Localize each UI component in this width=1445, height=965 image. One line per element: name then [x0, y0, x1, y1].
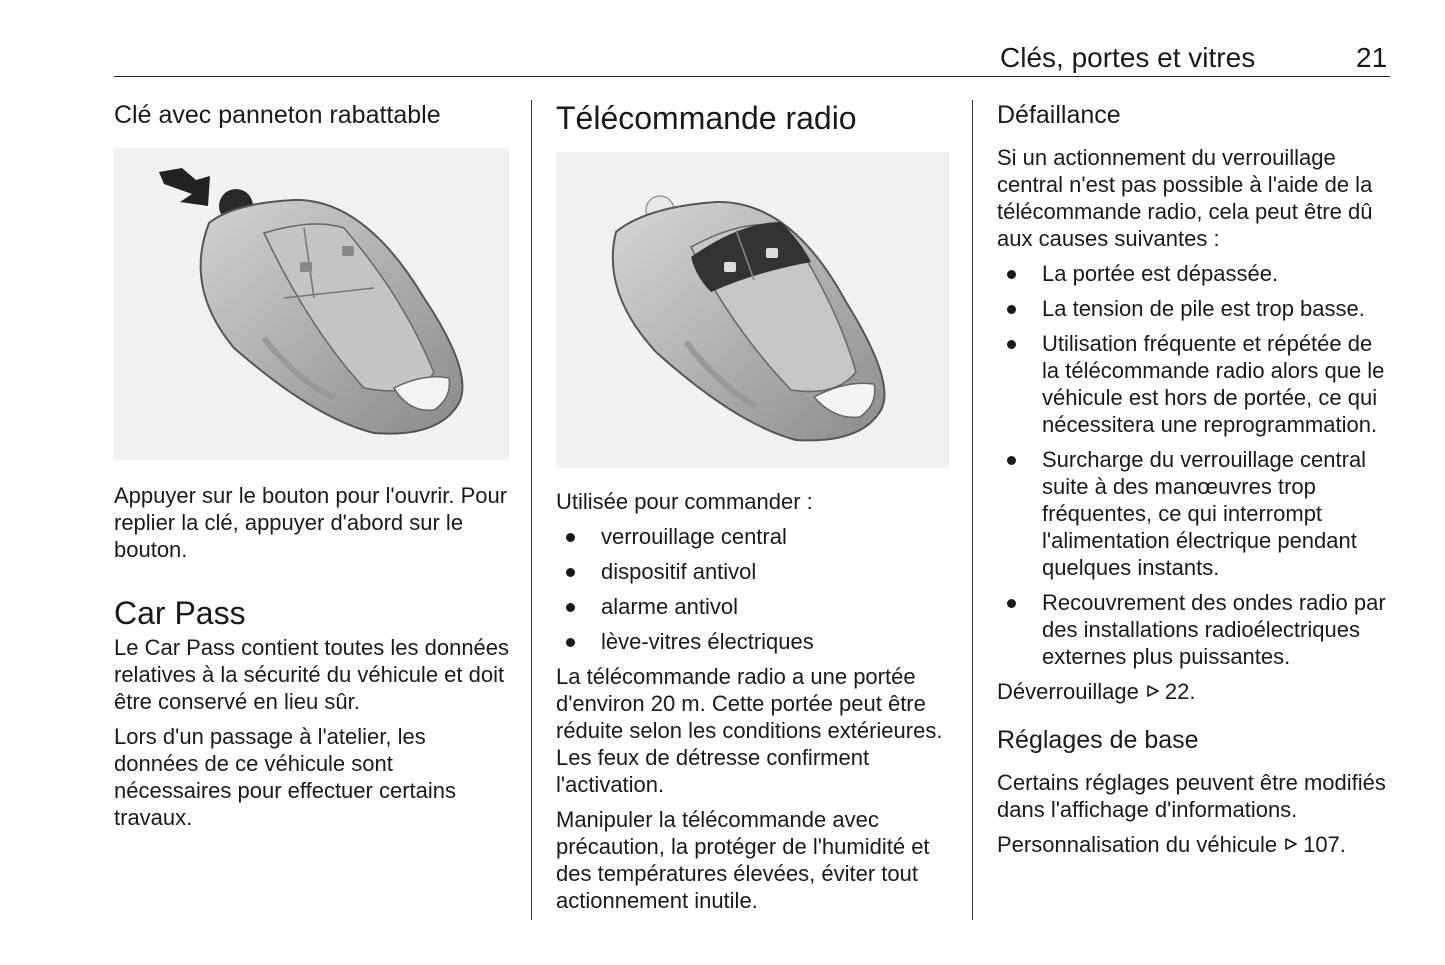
- remote-key-figure: [556, 152, 949, 468]
- bullet-icon: [566, 568, 575, 577]
- bullet-icon: [566, 603, 575, 612]
- heading-telecommande: Télécommande radio: [556, 100, 857, 136]
- bullet-icon: [566, 533, 575, 542]
- bullet-icon: [1007, 270, 1016, 279]
- paragraph-failure: Si un actionnement du verrouillage central n'est pas possible à l'aide de la télécommande radio, cela peut être dû aux causes suivantes :: [997, 145, 1373, 251]
- remote-control-key-illustration: [556, 152, 949, 468]
- heading-car-pass: Car Pass: [114, 595, 246, 631]
- list-item: Recouvrement des ondes radio par des installations radioélectriques externes plus puissantes.: [997, 589, 1395, 670]
- bullet-icon: [1007, 456, 1016, 465]
- paragraph-range: La télécommande radio a une portée d'environ 20 m. Cette portée peut être réduite selon les conditions extérieures. Les feux de détresse confirment l'activation.: [556, 664, 943, 797]
- section-heading-folding-key: [114, 100, 514, 130]
- column-divider: [531, 100, 532, 920]
- heading-defaillance: Défaillance: [997, 101, 1121, 129]
- paragraph-open-key: Appuyer sur le bouton pour l'ouvrir. Pour replier la clé, appuyer d'abord sur le bouton.: [114, 483, 508, 562]
- bullet-icon: [566, 638, 575, 647]
- cross-reference-arrow-icon: [1283, 831, 1299, 858]
- folding-key-illustration: [114, 148, 509, 460]
- paragraph-intro: Utilisée pour commander :: [556, 489, 813, 514]
- list-item: Utilisation fréquente et répétée de la télécommande radio alors que le véhicule est hors de portée, ce qui nécessitera une reprogrammation.: [997, 330, 1395, 438]
- paragraph-reglages: Certains réglages peuvent être modifiés dans l'affichage d'informations.: [997, 770, 1386, 822]
- xref-deverrouillage[interactable]: Déverrouillage 22.: [997, 679, 1196, 704]
- folding-key-figure: [114, 148, 509, 460]
- list-item: La portée est dépassée.: [997, 260, 1395, 287]
- header-rule: [114, 76, 1390, 77]
- list-item: La tension de pile est trop basse.: [997, 295, 1395, 322]
- list-item: lève-vitres électriques: [556, 628, 956, 655]
- list-item: verrouillage central: [556, 523, 956, 550]
- paragraph-car-pass-1: Le Car Pass contient toutes les données relatives à la sécurité du véhicule et doit être conservé en lieu sûr.: [114, 635, 510, 714]
- features-list: [556, 523, 956, 655]
- heading-cle-panneton: Clé avec panneton rabattable: [114, 101, 441, 129]
- paragraph-handling: Manipuler la télécommande avec précaution, la protéger de l'humidité et des températures élevées, éviter tout actionnement inutile.: [556, 807, 930, 913]
- heading-reglages: Réglages de base: [997, 726, 1199, 754]
- page-number: 21: [1356, 42, 1388, 73]
- causes-list: [997, 260, 1395, 670]
- paragraph-car-pass-2: Lors d'un passage à l'atelier, les données de ce véhicule sont nécessaires pour effectuer certains travaux.: [114, 724, 456, 830]
- list-item: Surcharge du verrouillage central suite à des manœuvres trop fréquentes, ce qui interrompt l'alimentation électrique pendant quelques instants.: [997, 446, 1395, 581]
- list-item: alarme antivol: [556, 593, 956, 620]
- xref-personnalisation[interactable]: Personnalisation du véhicule 107.: [997, 832, 1346, 857]
- bullet-icon: [1007, 305, 1016, 314]
- cross-reference-arrow-icon: [1145, 678, 1161, 705]
- header-title: Clés, portes et vitres: [1000, 42, 1256, 73]
- list-item: dispositif antivol: [556, 558, 956, 585]
- bullet-icon: [1007, 340, 1016, 349]
- bullet-icon: [1007, 599, 1016, 608]
- column-divider: [972, 100, 973, 920]
